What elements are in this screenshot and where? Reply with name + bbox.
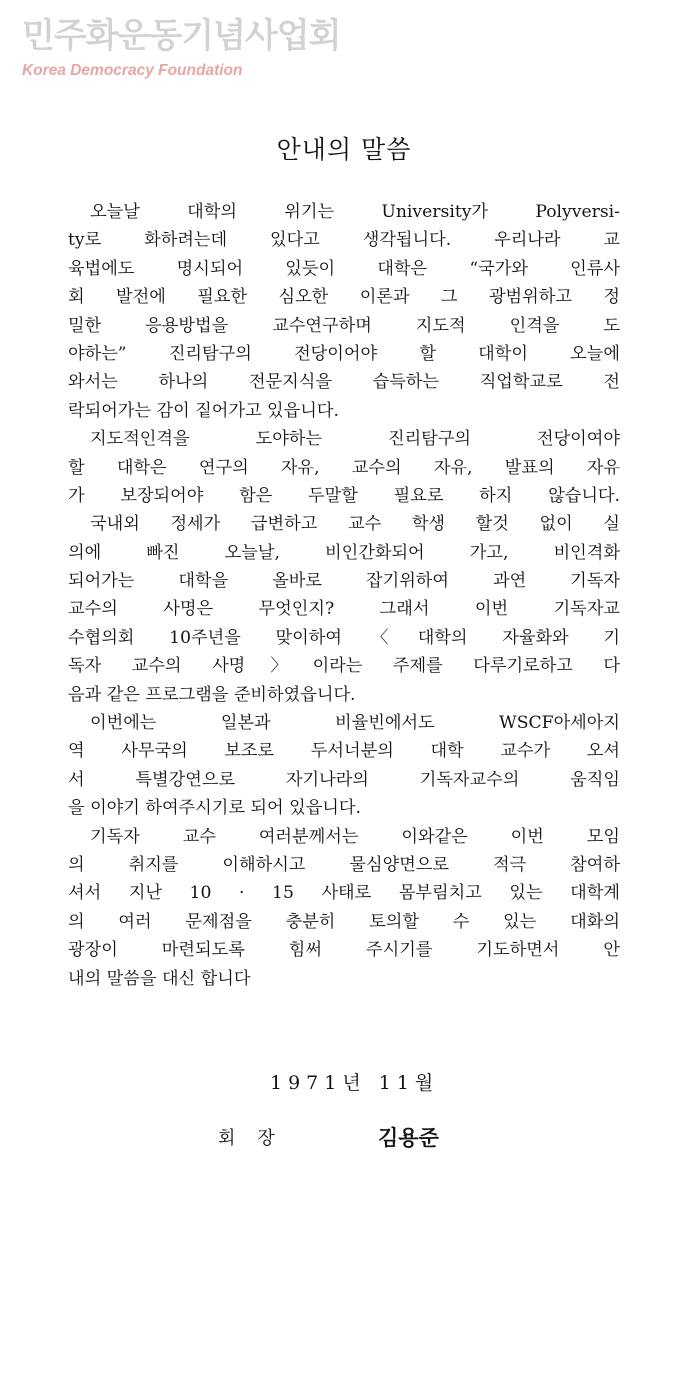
text-line: 육법에도 명시되어 있듯이 대학은 “국가와 인류사 — [68, 258, 620, 279]
text-line: 서 특별강연으로 자기나라의 기독자교수의 움직임 — [68, 769, 620, 790]
text-line: 내의 말씀을 대신 합니다 — [68, 968, 251, 989]
text-line: 기독자 교수 여러분께서는 이와같은 이번 모임 — [90, 826, 620, 847]
text-line: 의 취지를 이해하시고 물심양면으로 적극 참여하 — [68, 854, 620, 875]
text-line: 회 발전에 필요한 심오한 이론과 그 광범위하고 정 — [68, 287, 620, 308]
document-title: 안내의 말씀 — [276, 135, 412, 164]
watermark-logo — [22, 14, 341, 80]
text-line: 독자 교수의 사명〉이라는 주제를 다루기로하고 다 — [68, 656, 620, 677]
watermark-english: Korea Democracy Foundation — [22, 62, 243, 79]
text-line: 수협의회 10주년을 맞이하여〈대학의 자율화와 기 — [68, 627, 620, 648]
paragraph-3 — [68, 510, 620, 709]
text-line: ty로 화하려는데 있다고 생각됩니다. 우리나라 교 — [68, 230, 620, 251]
signature-block — [218, 1122, 598, 1156]
text-line: 할 대학은 연구의 자유, 교수의 자유, 발표의 자유 — [68, 457, 620, 478]
document-body — [68, 198, 620, 993]
watermark-korean: 민주화운동기념사업회 — [22, 16, 341, 56]
paragraph-4 — [68, 709, 620, 823]
text-line: 가 보장되어야 함은 두말할 필요로 하지 않습니다. — [68, 485, 620, 506]
text-line: 되어가는 대학을 올바로 잡기위하여 과연 기독자 — [68, 571, 620, 592]
signature-title: 회장 — [218, 1128, 297, 1149]
text-line: 밀한 응용방법을 교수연구하며 지도적 인격을 도 — [68, 315, 620, 336]
document-date: 1971년 11월 — [270, 1072, 440, 1094]
text-line: 셔서 지난 10 · 15 사태로 몸부림치고 있는 대학계 — [68, 883, 620, 904]
text-line: 지도적인격을 도야하는 진리탐구의 전당이여야 — [90, 429, 620, 450]
signature-name: 김용준 — [378, 1126, 439, 1150]
text-line: 의에 빠진 오늘날, 비인간화되어 가고, 비인격화 — [68, 542, 620, 563]
text-line: 야하는” 진리탐구의 전당이어야 할 대학이 오늘에 — [68, 343, 620, 364]
text-line: 을 이야기 하여주시기로 되어 있읍니다. — [68, 798, 361, 819]
text-line: 음과 같은 프로그램을 준비하였읍니다. — [68, 684, 356, 705]
text-line: 락되어가는 감이 짙어가고 있읍니다. — [68, 400, 339, 421]
text-line: 의 여러 문제점을 충분히 토의할 수 있는 대화의 — [68, 911, 620, 932]
paragraph-2 — [68, 425, 620, 510]
text-line: 교수의 사명은 무엇인지? 그래서 이번 기독자교 — [68, 599, 620, 620]
text-line: 오늘날 대학의 위기는 University가 Polyversi- — [90, 202, 620, 222]
text-line: 역 사무국의 보조로 두서너분의 대학 교수가 오셔 — [68, 741, 620, 762]
text-line: 국내외 정세가 급변하고 교수 학생 할것 없이 실 — [90, 514, 620, 535]
paragraph-5 — [68, 823, 620, 993]
paragraph-1 — [68, 198, 620, 425]
text-line: 이번에는 일본과 비율빈에서도 WSCF아세아지 — [90, 713, 620, 734]
text-line: 광장이 마련되도록 힘써 주시기를 기도하면서 안 — [68, 940, 620, 961]
text-line: 와서는 하나의 전문지식을 습득하는 직업학교로 전 — [68, 372, 620, 393]
